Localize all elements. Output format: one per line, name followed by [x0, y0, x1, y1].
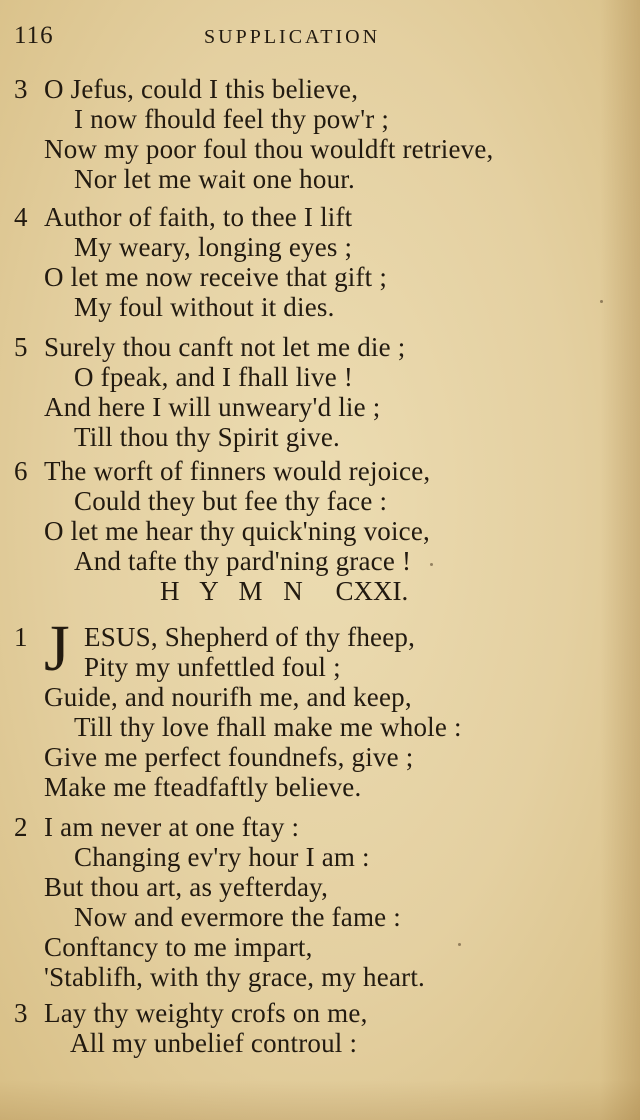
verse-line: But thou art, as yefterday,	[44, 872, 329, 902]
verse-line: Now and evermore the fame :	[74, 902, 402, 932]
verse-line: Make me fteadfaftly believe.	[44, 772, 362, 802]
verse-line: Guide, and nourifh me, and keep,	[44, 682, 412, 712]
drop-cap: J	[44, 612, 70, 685]
verse-line: My weary, longing eyes ;	[74, 232, 353, 262]
verse-line: Lay thy weighty crofs on me,	[44, 998, 368, 1028]
verse-line: I now fhould feel thy pow'r ;	[74, 104, 390, 134]
verse-line: The worft of finners would rejoice,	[44, 456, 431, 486]
verse-line: Nor let me wait one hour.	[74, 164, 355, 194]
paper-speck	[430, 563, 433, 566]
verse-line: And tafte thy pard'ning grace !	[74, 546, 412, 576]
verse-number: 3	[14, 998, 28, 1028]
page-header	[14, 22, 614, 56]
verse-line: 'Stablifh, with thy grace, my heart.	[44, 962, 425, 992]
paper-speck	[600, 300, 603, 303]
verse-number: 5	[14, 332, 28, 362]
page-bottom-shadow	[0, 1080, 640, 1120]
verse-line: Pity my unfettled foul ;	[84, 652, 341, 682]
verse-line: Surely thou canft not let me die ;	[44, 332, 406, 362]
verse-line: And here I will unweary'd lie ;	[44, 392, 381, 422]
verse-line: I am never at one ftay :	[44, 812, 300, 842]
verse-line: Till thy love fhall make me whole :	[74, 712, 462, 742]
hymn-title	[160, 576, 440, 607]
page-number: 116	[14, 22, 54, 49]
page-edge-shadow	[600, 0, 640, 1120]
verse-line: Changing ev'ry hour I am :	[74, 842, 370, 872]
verse-line: ESUS, Shepherd of thy fheep,	[84, 622, 416, 652]
verse-line: O let me now receive that gift ;	[44, 262, 388, 292]
verse-line: Conftancy to me impart,	[44, 932, 313, 962]
running-head: SUPPLICATION	[204, 26, 381, 48]
verse-line: Now my poor foul thou wouldft retrieve,	[44, 134, 494, 164]
verse-line: Till thou thy Spirit give.	[74, 422, 340, 452]
verse-line: O Jefus, could I this believe,	[44, 74, 359, 104]
verse-number: 6	[14, 456, 28, 486]
verse-line: Could they but fee thy face :	[74, 486, 388, 516]
verse-number: 2	[14, 812, 28, 842]
verse-line: Author of faith, to thee I lift	[44, 202, 353, 232]
verse-number: 3	[14, 74, 28, 104]
paper-speck	[458, 943, 461, 946]
verse-line: O let me hear thy quick'ning voice,	[44, 516, 431, 546]
verse-line: All my unbelief controul :	[70, 1028, 358, 1058]
hymn-word: H Y M N	[160, 576, 303, 606]
hymn-numeral: CXXI.	[335, 576, 409, 606]
verse-line: My foul without it dies.	[74, 292, 335, 322]
verse-line: O fpeak, and I fhall live !	[74, 362, 354, 392]
verse-line: Give me perfect foundnefs, give ;	[44, 742, 414, 772]
verse-number: 1	[14, 622, 28, 652]
verse-number: 4	[14, 202, 28, 232]
